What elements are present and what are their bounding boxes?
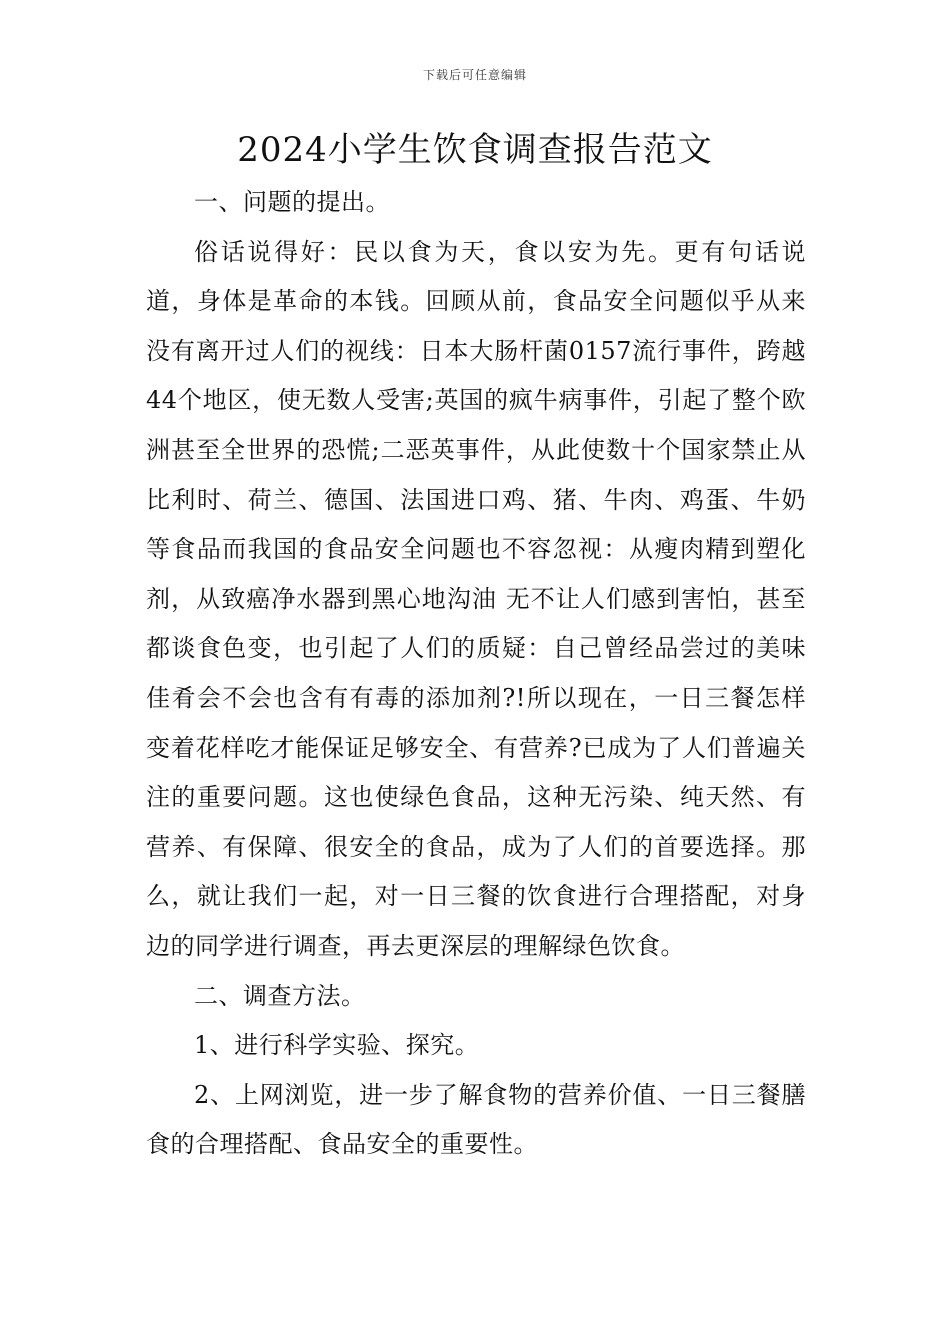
document-body (146, 178, 806, 1170)
method-item-2: 2、上网浏览，进一步了解食物的营养价值、一日三餐膳食的合理搭配、食品安全的重要性。 (146, 1080, 806, 1159)
header-note: 下载后可任意编辑 (422, 68, 527, 82)
section-heading-problem: 一、问题的提出。 (194, 188, 390, 216)
document-title: 2024小学生饮食调查报告范文 (237, 130, 713, 170)
body-paragraph-problem: 俗话说得好：民以食为天，食以安为先。更有句话说道，身体是革命的本钱。回顾从前，食品安全问题似乎从来没有离开过人们的视线：日本大肠杆菌0157流行事件，跨越44个地区，使无数人受害;英国的疯牛病事件，引起了整个欧洲甚至全世界的恐慌;二恶英事件，从此使数十个国家禁止从比利时、荷兰、德国、法国进口鸡、猪、牛肉、鸡蛋、牛奶等食品而我国的食品安全问题也不容忽视：从瘦肉精到塑化剂，从致癌净水器到黑心地沟油 无不让人们感到害怕，甚至都谈食色变，也引起了人们的质疑：自己曾经品尝过的美味佳肴会不会也含有有毒的添加剂?!所以现在，一日三餐怎样变着花样吃才能保证足够安全、有营养?已成为了人们普遍关注的重要问题。这也使绿色食品，这种无污染、纯天然、有营养、有保障、很安全的食品，成为了人们的首要选择。那么，就让我们一起，对一日三餐的饮食进行合理搭配，对身边的同学进行调查，再去更深层的理解绿色饮食。 (146, 237, 806, 960)
method-item-1: 1、进行科学实验、探究。 (194, 1031, 480, 1060)
section-heading-method: 二、调查方法。 (194, 981, 366, 1010)
